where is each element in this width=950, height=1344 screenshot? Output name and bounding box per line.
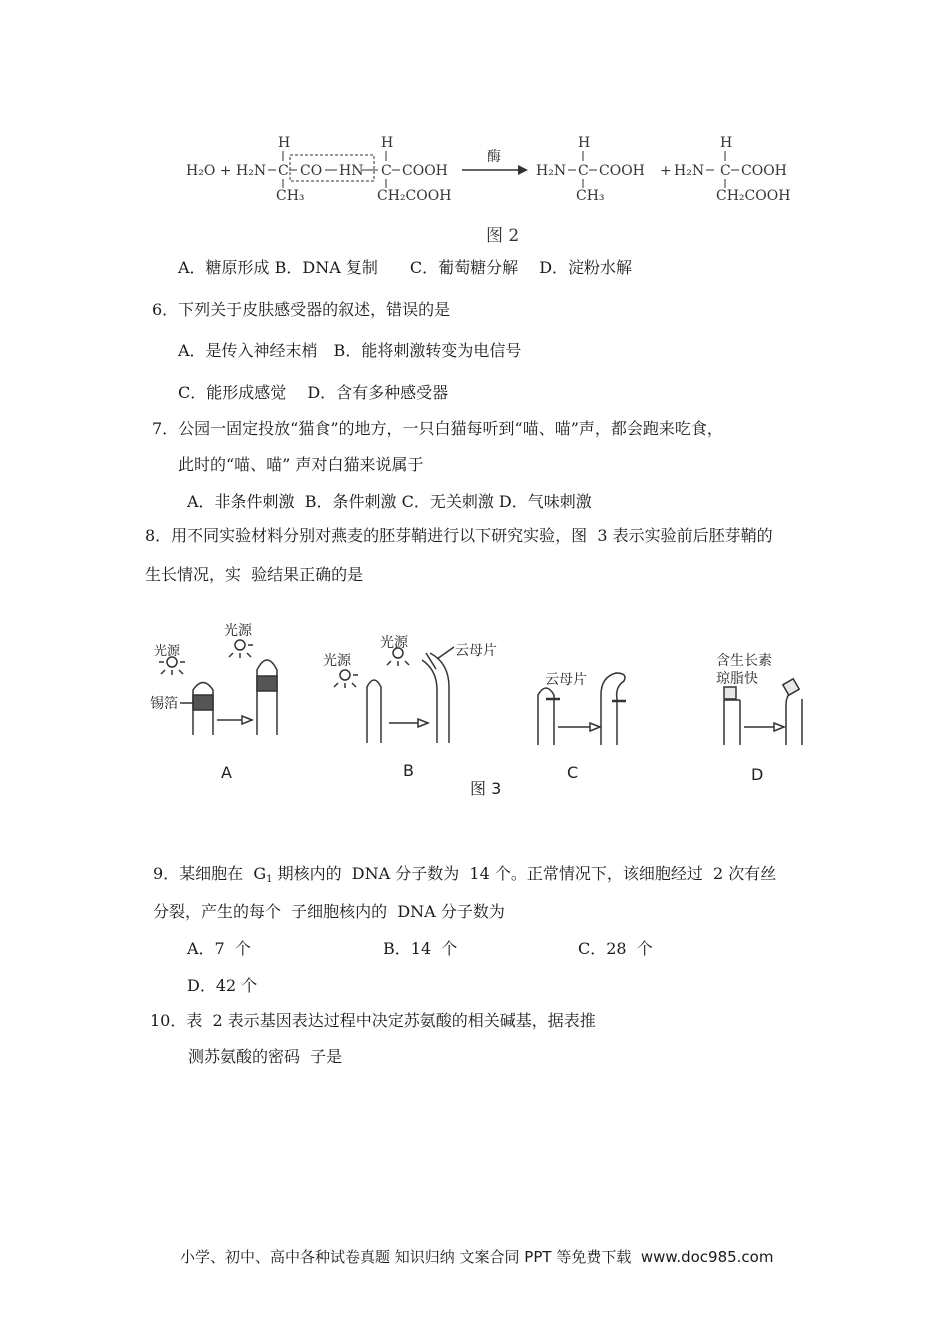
q9-stem-line2: 分裂，产生的每个 子细胞核内的 DNA 分子数为 (153, 902, 505, 921)
q8-stem-line1: 8．用不同实验材料分别对燕麦的胚芽鞘进行以下研究实验，图 3 表示实验前后胚芽鞘的 (145, 526, 773, 545)
q6-options-ab: A．是传入神经末梢 B．能将刺激转变为电信号 (178, 341, 522, 360)
eq-plus: + (660, 163, 672, 179)
figure-2-caption: 图 2 (486, 226, 520, 246)
page-footer (180, 1246, 773, 1267)
q9-option-b: B．14 个 (383, 939, 458, 958)
q8-stem-line2: 生长情况，实 验结果正确的是 (145, 565, 364, 584)
coleoptile-a-after (257, 660, 277, 735)
light-source-icon-a2 (235, 640, 245, 650)
eq-ch2cooh-1: CH₂COOH (377, 188, 452, 204)
eq-c-1: C (278, 163, 289, 179)
label-b: B (403, 761, 414, 780)
eq-cooh-1: COOH (402, 163, 448, 179)
tin-foil-cap (193, 695, 213, 710)
q9-option-c: C．28 个 (578, 939, 653, 958)
figure-3-caption: 图 3 (470, 779, 502, 798)
label-auxin-line2: 琼脂快 (716, 671, 758, 687)
q9-stem-pre: 9．某细胞在 G (153, 864, 267, 883)
label-light-source-b1: 光源 (323, 653, 351, 669)
coleoptile-b-before (367, 680, 381, 743)
coleoptile-d-after (786, 693, 802, 745)
agar-block-before (724, 687, 736, 699)
coleoptile-b-after (422, 653, 449, 743)
q10-stem-line1: 10．表 2 表示基因表达过程中决定苏氨酸的相关碱基，据表推 (150, 1011, 596, 1030)
q9-stem-post: 期核内的 DNA 分子数为 14 个。正常情况下，该细胞经过 2 次有丝 (272, 864, 777, 883)
q6-options-cd: C．能形成感觉 D．含有多种感受器 (178, 383, 449, 402)
q10-stem-line2: 测苏氨酸的密码 子是 (188, 1047, 343, 1066)
q7-stem-line2: 此时的“喵、喵” 声对白猫来说属于 (178, 455, 424, 474)
eq-enzyme: 酶 (487, 149, 501, 165)
figure-3 (0, 615, 950, 815)
label-a: A (221, 763, 232, 782)
eq-h-2: H (381, 135, 394, 151)
coleoptile-d-before (724, 700, 740, 745)
label-light-source-a: 光源 (224, 623, 252, 639)
footer-text: 小学、初中、高中各种试卷真题 知识归纳 文案合同 PPT 等免费下载 (180, 1248, 632, 1266)
label-d: D (751, 765, 764, 784)
eq-hn: HN (339, 163, 364, 179)
agar-block-after (783, 679, 799, 695)
q5-options: A．糖原形成 B．DNA 复制 C．葡萄糖分解 D．淀粉水解 (178, 258, 633, 277)
q9-stem-sub: 1 (266, 874, 273, 885)
eq-h-4: H (720, 135, 733, 151)
q9-option-d: D．42 个 (187, 976, 258, 995)
eq-h2n-2: H₂N (536, 163, 567, 179)
label-light-source-b2: 光源 (380, 635, 408, 651)
q9-stem-line1 (153, 864, 776, 890)
light-source-icon-b1 (340, 670, 350, 680)
label-mica-b: 云母片 (455, 643, 497, 659)
figure-2-equation (0, 125, 950, 375)
eq-ch3-2: CH₃ (576, 188, 605, 204)
coleoptile-c-after (601, 673, 625, 745)
label-light-source-partial: 光源 (154, 644, 181, 659)
eq-c-2: C (381, 163, 392, 179)
label-auxin-line1: 含生长素 (716, 653, 772, 669)
eq-cooh-3: COOH (741, 163, 787, 179)
label-c: C (567, 763, 579, 782)
eq-ch2cooh-2: CH₂COOH (716, 188, 791, 204)
eq-h-3: H (578, 135, 591, 151)
eq-c-4: C (720, 163, 731, 179)
label-tin-foil: 锡箔 (150, 696, 178, 712)
q7-options: A．非条件刺激 B．条件刺激 C．无关刺激 D．气味刺激 (187, 492, 592, 511)
q7-stem-line1: 7．公园一固定投放“猫食”的地方，一只白猫每听到“喵、喵”声，都会跑来吃食， (152, 419, 723, 438)
coleoptile-c-before (538, 688, 554, 745)
tin-foil-cap-after (257, 676, 277, 691)
eq-cooh-2: COOH (599, 163, 645, 179)
footer-site-link[interactable]: www.doc985.com (640, 1248, 774, 1266)
eq-h2n-3: H₂N (674, 163, 705, 179)
eq-c-3: C (578, 163, 589, 179)
q6-stem: 6．下列关于皮肤感受器的叙述，错误的是 (152, 300, 451, 319)
eq-h-1: H (278, 135, 291, 151)
eq-co: CO (300, 163, 323, 179)
label-mica-c: 云母片 (545, 672, 587, 688)
q9-option-a: A．7 个 (187, 939, 251, 958)
eq-h2n-1: H₂N (236, 163, 267, 179)
eq-h2o-plus: H₂O + (186, 163, 232, 179)
eq-ch3-1: CH₃ (276, 188, 305, 204)
